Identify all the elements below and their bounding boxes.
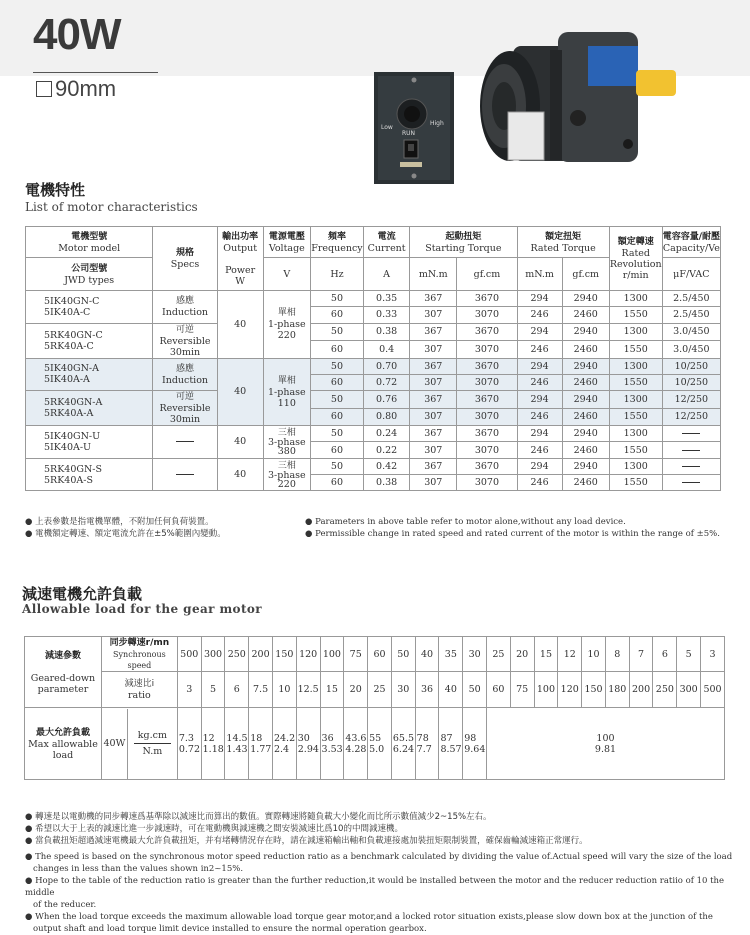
table-cell: 60 <box>310 341 363 359</box>
table-cell: 15 <box>320 672 344 708</box>
allowable-load-table <box>24 636 725 780</box>
table-cell: 55 5.0 <box>368 708 392 780</box>
table-cell: 3670 <box>457 291 517 307</box>
table-cell: 3670 <box>457 323 517 341</box>
table-cell: 50 <box>463 672 487 708</box>
note: ● Hope to the table of the reduction ratio is greater than the further reduction,it would be installed between the motor and the reducer reduction ratiio of 10 the middle <box>25 876 725 898</box>
header-cell: gf.cm <box>457 258 517 291</box>
table-cell: 307 <box>410 408 457 426</box>
note: ● 希望以大于上表的減速比進一步減速時，可在電動機與減速機之間安裝減速比爲10的中間減速機。 <box>25 824 403 834</box>
table-cell: 500 <box>701 672 725 708</box>
frame-size: 90mm <box>36 76 116 102</box>
dash <box>176 474 194 475</box>
note: ● Permissible change in rated speed and rated current of the motor is within the range of ±5%. <box>305 529 720 539</box>
table-cell: 150 <box>582 672 606 708</box>
table-cell: 2460 <box>562 374 609 390</box>
title-underline <box>33 72 158 73</box>
header-cell: gf.cm <box>562 258 609 291</box>
power-cell: 40 <box>217 426 263 459</box>
note: changes in less than the values shown in2~15%. <box>33 864 244 874</box>
table-cell: 30 2.94 <box>296 708 320 780</box>
table-cell: 246 <box>517 408 562 426</box>
table-cell: 2460 <box>562 341 609 359</box>
table-cell: 2460 <box>562 475 609 491</box>
table-cell: 307 <box>410 442 457 458</box>
table-cell: 50 <box>310 358 363 374</box>
table-cell: 200 <box>629 672 653 708</box>
table-cell: 3670 <box>457 426 517 442</box>
table-cell: 100 9.81 <box>487 708 725 780</box>
table-cell: 78 7.7 <box>415 708 439 780</box>
table-cell: 18 1.77 <box>249 708 273 780</box>
table-cell: 250 <box>653 672 677 708</box>
table-cell: 50 <box>310 458 363 474</box>
header-cell: 最大允許負載 Max allowable load <box>25 708 102 780</box>
table-cell: 43.6 4.28 <box>344 708 368 780</box>
table-header-row <box>26 227 721 258</box>
voltage-cell: 三相 3-phase 220 <box>263 458 310 491</box>
header-cell: V <box>263 258 310 291</box>
spec-cell: 感應 Induction <box>153 358 217 391</box>
table-cell: 1300 <box>609 426 662 442</box>
table-cell: 30 <box>391 672 415 708</box>
table-cell: 0.42 <box>364 458 410 474</box>
table-cell <box>662 442 720 458</box>
table-row <box>26 358 721 374</box>
table-cell: 2.5/450 <box>662 307 720 323</box>
table-cell: 3 <box>177 672 201 708</box>
header-cell: 同步轉速r/mn Synchronous speed <box>101 637 177 672</box>
svg-text:RUN: RUN <box>402 130 416 137</box>
notes1-zh <box>25 516 226 540</box>
spec-cell: 可逆 Reversible 30min <box>153 391 217 426</box>
table-cell: 120 <box>558 672 582 708</box>
dash <box>682 450 700 451</box>
header-cell: mN.m <box>517 258 562 291</box>
table-cell: 75 <box>510 672 534 708</box>
table-cell: 300 <box>677 672 701 708</box>
table-cell: 15 <box>534 637 558 672</box>
table-cell: 180 <box>605 672 629 708</box>
table-cell: 7.5 <box>249 672 273 708</box>
unit-cell: 40W kg.cm N.m <box>101 708 177 780</box>
table-cell: 6 <box>225 672 249 708</box>
table-cell: 3.0/450 <box>662 341 720 359</box>
table-cell: 35 <box>439 637 463 672</box>
note: ● 電機額定轉速、額定電流允許在±5%範圍內變動。 <box>25 529 226 539</box>
table-cell <box>662 475 720 491</box>
table-cell: 20 <box>510 637 534 672</box>
table-cell: 100 <box>534 672 558 708</box>
table-cell: 1300 <box>609 323 662 341</box>
table-cell: 60 <box>310 442 363 458</box>
voltage-cell: 單相 1-phase 220 <box>263 291 310 359</box>
table-cell: 294 <box>517 391 562 409</box>
table-cell: 30 <box>463 637 487 672</box>
table-cell: 2940 <box>562 358 609 374</box>
table-cell: 294 <box>517 291 562 307</box>
table-cell: 1300 <box>609 391 662 409</box>
table-cell: 8 <box>605 637 629 672</box>
table-cell: 36 3.53 <box>320 708 344 780</box>
table-cell: 246 <box>517 307 562 323</box>
note: ● The speed is based on the synchronous motor speed reduction ratio as a benchmark calculated by dividing the value of.Actual speed will vary the size of the load <box>25 852 733 862</box>
header-cell: A <box>364 258 410 291</box>
table-cell: 87 8.57 <box>439 708 463 780</box>
header-cell: 規格 Specs <box>153 227 217 291</box>
table-cell: 2460 <box>562 442 609 458</box>
dash <box>682 433 700 434</box>
table-cell: 246 <box>517 442 562 458</box>
table-cell: 294 <box>517 358 562 374</box>
model-cell: 5IK40GN-U 5IK40A-U <box>26 426 153 459</box>
table-cell: 2940 <box>562 426 609 442</box>
table-cell: 1550 <box>609 374 662 390</box>
header-cell: 減速比i ratio <box>101 672 177 708</box>
header-cell: 額定扭矩 Rated Torque <box>517 227 609 258</box>
table-cell: 367 <box>410 458 457 474</box>
table-cell: 120 <box>296 637 320 672</box>
table-row <box>25 708 725 780</box>
table-cell: 12 1.18 <box>201 708 225 780</box>
table-cell: 1300 <box>609 291 662 307</box>
table-cell: 60 <box>310 307 363 323</box>
table-row <box>26 323 721 341</box>
header-cell: 起動扭矩 Starting Torque <box>410 227 517 258</box>
table-cell: 7 <box>629 637 653 672</box>
table-cell: 40 <box>415 637 439 672</box>
svg-text:High: High <box>430 120 444 127</box>
table-cell: 0.72 <box>364 374 410 390</box>
table-cell: 0.24 <box>364 426 410 442</box>
table-cell: 3.0/450 <box>662 323 720 341</box>
power-cell: 40 <box>217 358 263 426</box>
table-row <box>25 672 725 708</box>
header-cell: 電流 Current <box>364 227 410 258</box>
table-cell: 0.38 <box>364 475 410 491</box>
notes2 <box>25 811 750 935</box>
table-cell <box>662 426 720 442</box>
header-cell: 減速參數 Geared-down parameter <box>25 637 102 708</box>
square-icon <box>36 81 52 97</box>
table-cell: 0.38 <box>364 323 410 341</box>
table-cell: 3670 <box>457 358 517 374</box>
table-row <box>26 391 721 409</box>
note: ● When the load torque exceeds the maximum allowable load torque gear motor,and a locked rotor situation exists,please slow down box at the junction of the <box>25 912 713 922</box>
table-cell: 367 <box>410 358 457 374</box>
dash <box>682 466 700 467</box>
motor-characteristics-table <box>25 226 721 491</box>
table-cell: 1300 <box>609 358 662 374</box>
table-cell: 307 <box>410 307 457 323</box>
table-cell: 200 <box>249 637 273 672</box>
table-cell: 1550 <box>609 475 662 491</box>
table-cell: 0.70 <box>364 358 410 374</box>
table-row <box>26 426 721 442</box>
header-cell: 電機型號 Motor model <box>26 227 153 258</box>
table-cell: 367 <box>410 291 457 307</box>
table-cell: 1550 <box>609 307 662 323</box>
table-cell: 1300 <box>609 458 662 474</box>
spec-cell <box>153 458 217 491</box>
table-cell: 0.4 <box>364 341 410 359</box>
note: output shaft and load torque limit device installed to ensure the normal operation gearbox. <box>33 924 427 934</box>
model-cell: 5RK40GN-C 5RK40A-C <box>26 323 153 358</box>
table-cell: 1550 <box>609 341 662 359</box>
table-cell: 14.5 1.43 <box>225 708 249 780</box>
power-label: 40W <box>102 709 128 779</box>
dash <box>176 441 194 442</box>
table-cell: 7.3 0.72 <box>177 708 201 780</box>
section1-title-en: List of motor characteristics <box>25 200 198 214</box>
table-cell: 12/250 <box>662 391 720 409</box>
section2-title-zh: 減速電機允許負載 <box>22 585 143 603</box>
table-cell: 10 <box>272 672 296 708</box>
table-cell: 25 <box>368 672 392 708</box>
table-cell: 50 <box>391 637 415 672</box>
table-cell: 60 <box>368 637 392 672</box>
header-cell: 額定轉速 Rated Revolution r/min <box>609 227 662 291</box>
table-cell: 2.5/450 <box>662 291 720 307</box>
note: ● 上表參數是指電機單體，不附加任何負荷裝置。 <box>25 517 214 527</box>
table-cell: 307 <box>410 374 457 390</box>
table-cell: 12/250 <box>662 408 720 426</box>
spec-cell <box>153 426 217 459</box>
table-cell: 307 <box>410 341 457 359</box>
table-cell: 367 <box>410 391 457 409</box>
model-cell: 5RK40GN-A 5RK40A-A <box>26 391 153 426</box>
table-cell: 20 <box>344 672 368 708</box>
table-cell: 100 <box>320 637 344 672</box>
table-cell: 10/250 <box>662 358 720 374</box>
table-cell: 50 <box>310 323 363 341</box>
table-cell: 98 9.64 <box>463 708 487 780</box>
header-cell: 公司型號 JWD types <box>26 258 153 291</box>
table-cell: 1550 <box>609 442 662 458</box>
note: ● 當負載扭矩超過減速電機最大允許負載扭矩，并有堵轉情況存在時，請在減速箱輸出軸和負載連接處加裝扭矩限制裝置，確保齒輪減速箱正常運行。 <box>25 836 588 846</box>
table-cell: 60 <box>310 374 363 390</box>
gear-motor-image <box>458 26 678 176</box>
table-cell: 36 <box>415 672 439 708</box>
table-cell: 75 <box>344 637 368 672</box>
note: ● 轉速是以電動機的同步轉速爲基準除以減速比而算出的數值。實際轉速將隨負載大小變化而比所示數值減少2~15%左右。 <box>25 812 492 822</box>
table-cell: 5 <box>201 672 225 708</box>
table-cell: 5 <box>677 637 701 672</box>
table-cell: 2460 <box>562 408 609 426</box>
header-cell: 電容容量/耐壓 Capacity/Ve <box>662 227 720 258</box>
table-cell: 10/250 <box>662 374 720 390</box>
model-cell: 5RK40GN-S 5RK40A-S <box>26 458 153 491</box>
header-cell: 電源電壓 Voltage <box>263 227 310 258</box>
table-cell: 367 <box>410 426 457 442</box>
table-cell: 65.5 6.24 <box>391 708 415 780</box>
table-cell: 6 <box>653 637 677 672</box>
table-cell: 3 <box>701 637 725 672</box>
section1-title-zh: 電機特性 <box>25 181 86 199</box>
table-cell: 3670 <box>457 391 517 409</box>
table-cell: 50 <box>310 426 363 442</box>
table-cell: 0.33 <box>364 307 410 323</box>
header-cell: μF/VAC <box>662 258 720 291</box>
table-cell: 3070 <box>457 442 517 458</box>
svg-text:Low: Low <box>381 124 393 131</box>
spec-cell: 可逆 Reversible 30min <box>153 323 217 358</box>
table-cell: 0.22 <box>364 442 410 458</box>
table-cell: 250 <box>225 637 249 672</box>
table-cell: 12.5 <box>296 672 320 708</box>
model-cell: 5IK40GN-A 5IK40A-A <box>26 358 153 391</box>
note: ● Parameters in above table refer to motor alone,without any load device. <box>305 517 626 527</box>
dash <box>682 482 700 483</box>
table-row <box>26 291 721 307</box>
table-cell: 150 <box>272 637 296 672</box>
table-row <box>26 458 721 474</box>
notes1-en <box>305 516 720 540</box>
table-cell: 246 <box>517 341 562 359</box>
table-cell: 2460 <box>562 307 609 323</box>
table-cell: 40 <box>439 672 463 708</box>
table-cell: 25 <box>487 637 511 672</box>
table-cell: 2940 <box>562 323 609 341</box>
header-cell: mN.m <box>410 258 457 291</box>
table-cell: 60 <box>310 475 363 491</box>
section2-title-en: Allowable load for the gear motor <box>22 602 263 616</box>
table-cell: 3070 <box>457 374 517 390</box>
table-cell: 50 <box>310 391 363 409</box>
table-cell: 60 <box>487 672 511 708</box>
model-cell: 5IK40GN-C 5IK40A-C <box>26 291 153 324</box>
header-cell: 頻率 Frequency <box>310 227 363 258</box>
table-cell: 246 <box>517 475 562 491</box>
table-cell: 50 <box>310 291 363 307</box>
table-cell: 3070 <box>457 408 517 426</box>
table-cell: 0.76 <box>364 391 410 409</box>
table-cell: 12 <box>558 637 582 672</box>
table-cell: 0.80 <box>364 408 410 426</box>
note: of the reducer. <box>33 900 97 910</box>
table-cell: 294 <box>517 323 562 341</box>
power-cell: 40 <box>217 458 263 491</box>
table-cell: 367 <box>410 323 457 341</box>
table-cell: 1550 <box>609 408 662 426</box>
voltage-cell: 三相 3-phase 380 <box>263 426 310 459</box>
table-cell: 2940 <box>562 391 609 409</box>
header-cell: Hz <box>310 258 363 291</box>
table-cell: 294 <box>517 426 562 442</box>
table-row <box>25 637 725 672</box>
spec-cell: 感應 Induction <box>153 291 217 324</box>
table-cell <box>662 458 720 474</box>
table-cell: 24.2 2.4 <box>272 708 296 780</box>
voltage-cell: 單相 1-phase 110 <box>263 358 310 426</box>
table-cell: 2940 <box>562 458 609 474</box>
table-cell: 0.35 <box>364 291 410 307</box>
table-cell: 307 <box>410 475 457 491</box>
table-cell: 60 <box>310 408 363 426</box>
table-cell: 3070 <box>457 307 517 323</box>
power-cell: 40 <box>217 291 263 359</box>
table-cell: 3070 <box>457 475 517 491</box>
table-cell: 294 <box>517 458 562 474</box>
speed-controller-image <box>374 72 454 184</box>
table-cell: 3070 <box>457 341 517 359</box>
table-cell: 3670 <box>457 458 517 474</box>
table-cell: 10 <box>582 637 606 672</box>
table-cell: 246 <box>517 374 562 390</box>
power-title: 40W <box>33 10 121 59</box>
table-cell: 500 <box>177 637 201 672</box>
header-cell: 輸出功率 Output Power W <box>217 227 263 291</box>
table-cell: 300 <box>201 637 225 672</box>
table-cell: 2940 <box>562 291 609 307</box>
